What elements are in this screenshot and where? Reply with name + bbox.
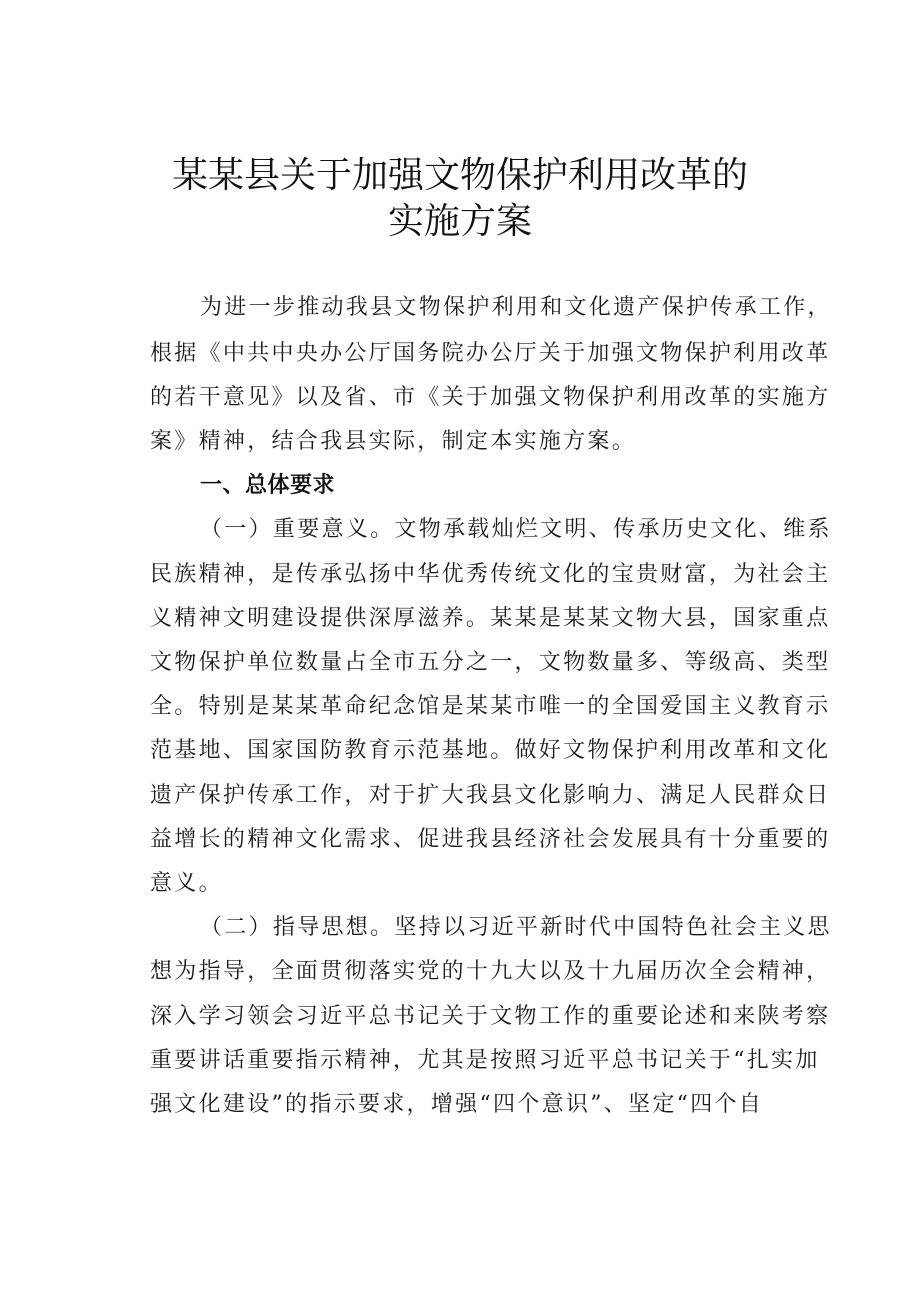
intro-line-4: 案》精神，结合我县实际，制定本实施方案。 bbox=[150, 429, 637, 454]
intro-line-2: 根据《中共中央办公厅国务院办公厅关于加强文物保护利用改革 bbox=[150, 341, 831, 366]
para1-line-9: 意义。 bbox=[150, 871, 223, 896]
document-title-line-2: 实施方案 bbox=[387, 201, 532, 242]
para1-line-3: 义精神文明建设提供深厚滋养。某某是某某文物大县，国家重点 bbox=[150, 606, 831, 631]
para1-line-7: 遗产保护传承工作，对于扩大我县文化影响力、满足人民群众日 bbox=[150, 783, 831, 808]
para1-line-4: 文物保护单位数量占全市五分之一，文物数量多、等级高、类型 bbox=[150, 650, 831, 675]
para2-line-5: 强文化建设”的指示要求，增强“四个意识”、坚定“四个自 bbox=[150, 1092, 764, 1117]
para1-line-6: 范基地、国家国防教育示范基地。做好文物保护利用改革和文化 bbox=[150, 738, 831, 763]
intro-line-3: 的若干意见》以及省、市《关于加强文物保护利用改革的实施方 bbox=[150, 385, 831, 410]
para1-line-2: 民族精神，是传承弘扬中华优秀传统文化的宝贵财富，为社会主 bbox=[150, 562, 831, 587]
document-title-line-1: 某某县关于加强文物保护利用改革的 bbox=[171, 155, 748, 196]
intro-line-1: 为进一步推动我县文物保护利用和文化遗产保护传承工作， bbox=[200, 295, 832, 320]
para2-line-4: 重要讲话重要指示精神，尤其是按照习近平总书记关于“扎实加 bbox=[150, 1048, 820, 1073]
para2-line-2: 想为指导，全面贯彻落实党的十九大以及十九届历次全会精神， bbox=[150, 959, 831, 984]
para2-line-1: （二）指导思想。坚持以习近平新时代中国特色社会主义思 bbox=[200, 915, 832, 940]
para1-line-1: （一）重要意义。文物承载灿烂文明、传承历史文化、维系 bbox=[200, 517, 832, 542]
para1-line-8: 益增长的精神文化需求、促进我县经济社会发展具有十分重要的 bbox=[150, 827, 831, 852]
para2-line-3: 深入学习领会习近平总书记关于文物工作的重要论述和来陕考察 bbox=[150, 1004, 831, 1029]
section-heading-overall-requirements: 一、总体要求 bbox=[200, 473, 336, 498]
para1-line-5: 全。特别是某某革命纪念馆是某某市唯一的全国爱国主义教育示 bbox=[150, 694, 831, 719]
